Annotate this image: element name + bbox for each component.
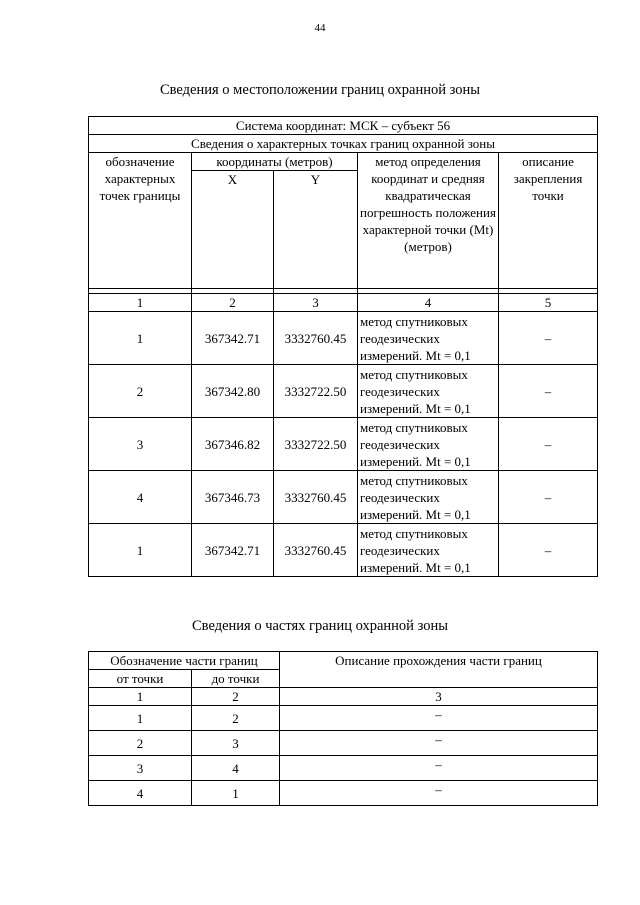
column-number: 1 <box>89 294 192 312</box>
method-cell: метод спутниковых геодезических измерений. Mt = 0,1 <box>358 365 499 418</box>
passage-description: – <box>280 781 598 806</box>
column-number: 3 <box>274 294 358 312</box>
table-row <box>89 418 598 471</box>
method-cell: метод спутниковых геодезических измерений. Mt = 0,1 <box>358 471 499 524</box>
point-label: 1 <box>89 312 192 365</box>
coord-y: 3332760.45 <box>274 471 358 524</box>
to-point: 1 <box>192 781 280 806</box>
table-row <box>89 365 598 418</box>
characteristic-points-table <box>88 116 598 577</box>
method-cell: метод спутниковых геодезических измерений. Mt = 0,1 <box>358 312 499 365</box>
method-cell: метод спутниковых геодезических измерений. Mt = 0,1 <box>358 418 499 471</box>
from-point: 3 <box>89 756 192 781</box>
points-subheader: Сведения о характерных точках границ охранной зоны <box>89 135 598 153</box>
point-description: – <box>499 312 598 365</box>
coordinate-system-header: Система координат: МСК – субъект 56 <box>89 117 598 135</box>
coord-x: 367342.80 <box>192 365 274 418</box>
coord-y: 3332722.50 <box>274 365 358 418</box>
point-label: 2 <box>89 365 192 418</box>
header-description: описание закрепления точки <box>499 153 598 289</box>
header-y: Y <box>274 171 358 289</box>
to-point: 2 <box>192 706 280 731</box>
column-number: 5 <box>499 294 598 312</box>
point-description: – <box>499 471 598 524</box>
section-title-boundaries: Сведения о местоположении границ охранной зоны <box>159 82 480 98</box>
method-cell: метод спутниковых геодезических измерений. Mt = 0,1 <box>358 524 499 577</box>
point-description: – <box>499 418 598 471</box>
coord-x: 367342.71 <box>192 524 274 577</box>
passage-description: – <box>280 706 598 731</box>
coord-y: 3332722.50 <box>274 418 358 471</box>
header-coordinates: координаты (метров) <box>192 153 358 171</box>
from-point: 2 <box>89 731 192 756</box>
header-method: метод определения координат и средняя квадратическая погрешность положения характерной точки (Mt) (метров) <box>358 153 499 289</box>
table-row <box>89 524 598 577</box>
table-row <box>89 706 598 731</box>
passage-description: – <box>280 756 598 781</box>
table-row <box>89 756 598 781</box>
coord-y: 3332760.45 <box>274 312 358 365</box>
point-label: 3 <box>89 418 192 471</box>
point-label: 1 <box>89 524 192 577</box>
point-description: – <box>499 524 598 577</box>
column-number: 4 <box>358 294 499 312</box>
header-passage-description: Описание прохождения части границ <box>280 652 598 688</box>
header-x: X <box>192 171 274 289</box>
from-point: 4 <box>89 781 192 806</box>
page-number: 44 <box>314 22 326 34</box>
coord-x: 367346.82 <box>192 418 274 471</box>
column-number: 2 <box>192 688 280 706</box>
boundary-parts-table <box>88 651 598 806</box>
table-row <box>89 731 598 756</box>
to-point: 4 <box>192 756 280 781</box>
column-number: 3 <box>280 688 598 706</box>
from-point: 1 <box>89 706 192 731</box>
header-to-point: до точки <box>192 670 280 688</box>
coord-x: 367346.73 <box>192 471 274 524</box>
header-designation: обозначение характерных точек границы <box>89 153 192 289</box>
coord-y: 3332760.45 <box>274 524 358 577</box>
section-title-parts: Сведения о частях границ охранной зоны <box>192 618 448 634</box>
passage-description: – <box>280 731 598 756</box>
column-number: 1 <box>89 688 192 706</box>
table-row <box>89 312 598 365</box>
column-number: 2 <box>192 294 274 312</box>
table-row <box>89 471 598 524</box>
coord-x: 367342.71 <box>192 312 274 365</box>
header-boundary-parts: Обозначение части границ <box>89 652 280 670</box>
table-row <box>89 781 598 806</box>
point-label: 4 <box>89 471 192 524</box>
point-description: – <box>499 365 598 418</box>
to-point: 3 <box>192 731 280 756</box>
header-from-point: от точки <box>89 670 192 688</box>
